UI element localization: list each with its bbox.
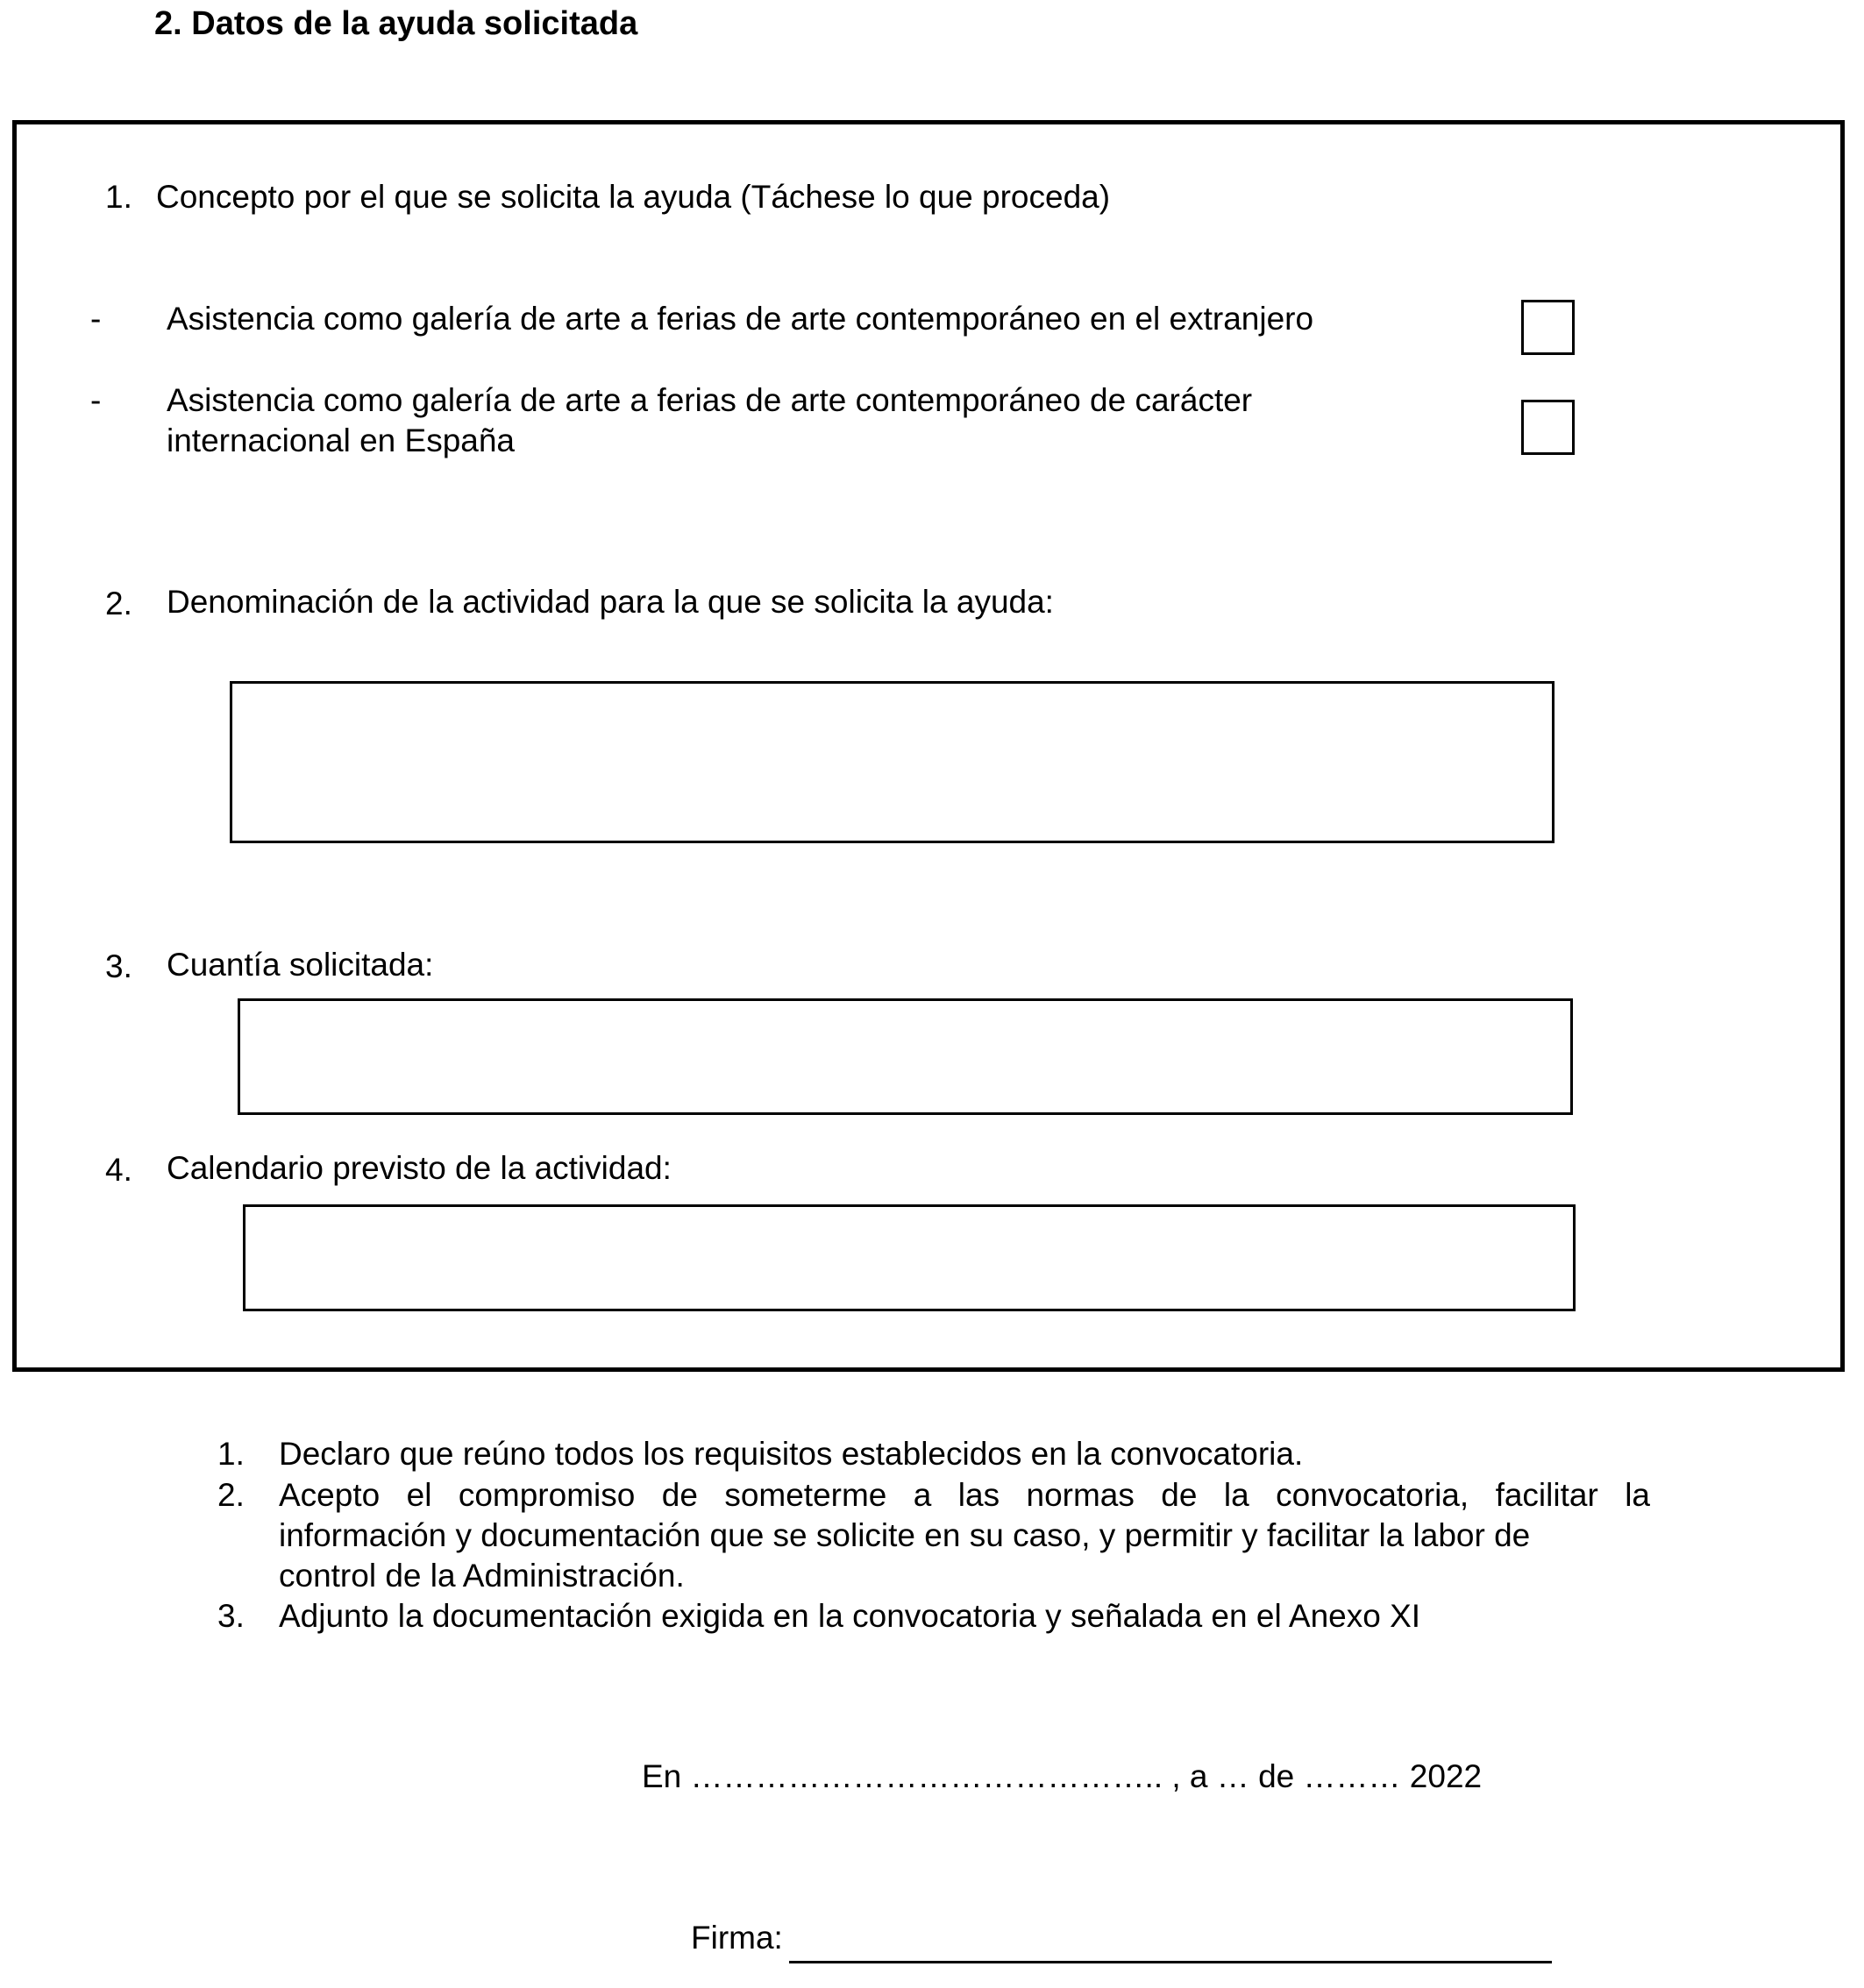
activity-name-field[interactable]: [230, 681, 1555, 843]
option-1-bullet: -: [90, 301, 102, 337]
option-1-text: Asistencia como galería de arte a ferias de arte contemporáneo en el extranjero: [167, 301, 1314, 337]
q2-label: Denominación de la actividad para la que se solicita la ayuda:: [167, 584, 1054, 620]
q1-number: 1.: [105, 179, 132, 215]
declaration-2-line2: información y documentación que se solicite en su caso, y permitir y facilitar la labor de: [279, 1517, 1531, 1553]
declaration-2-line1: Acepto el compromiso de someterme a las normas de la convocatoria, facilitar la: [279, 1477, 1650, 1513]
q4-number: 4.: [105, 1152, 132, 1188]
signature-line[interactable]: [789, 1961, 1552, 1963]
declaration-1-number: 1.: [217, 1436, 245, 1472]
requested-amount-field[interactable]: [238, 998, 1573, 1115]
q4-label: Calendario previsto de la actividad:: [167, 1150, 672, 1186]
option-2-text-line2: internacional en España: [167, 422, 516, 458]
signature-label: Firma:: [691, 1920, 783, 1956]
declaration-3-number: 3.: [217, 1598, 245, 1634]
q3-number: 3.: [105, 948, 132, 984]
option-1-checkbox[interactable]: [1521, 300, 1575, 355]
declaration-1-text: Declaro que reúno todos los requisitos establecidos en la convocatoria.: [279, 1436, 1304, 1472]
option-2-bullet: -: [90, 382, 102, 418]
place-date-line: En …………………………………….. , a … de ……… 2022: [642, 1758, 1483, 1794]
declaration-3-text: Adjunto la documentación exigida en la convocatoria y señalada en el Anexo XI: [279, 1598, 1421, 1634]
q3-label: Cuantía solicitada:: [167, 947, 434, 983]
activity-calendar-field[interactable]: [243, 1204, 1576, 1311]
declaration-2-line3: control de la Administración.: [279, 1558, 685, 1594]
q2-number: 2.: [105, 586, 132, 621]
option-2-checkbox[interactable]: [1521, 400, 1575, 455]
option-2-text-line1: Asistencia como galería de arte a ferias de arte contemporáneo de carácter: [167, 382, 1253, 418]
q1-label: Concepto por el que se solicita la ayuda (Táchese lo que proceda): [156, 179, 1111, 215]
section-title: 2. Datos de la ayuda solicitada: [154, 5, 638, 42]
declaration-2-number: 2.: [217, 1477, 245, 1513]
